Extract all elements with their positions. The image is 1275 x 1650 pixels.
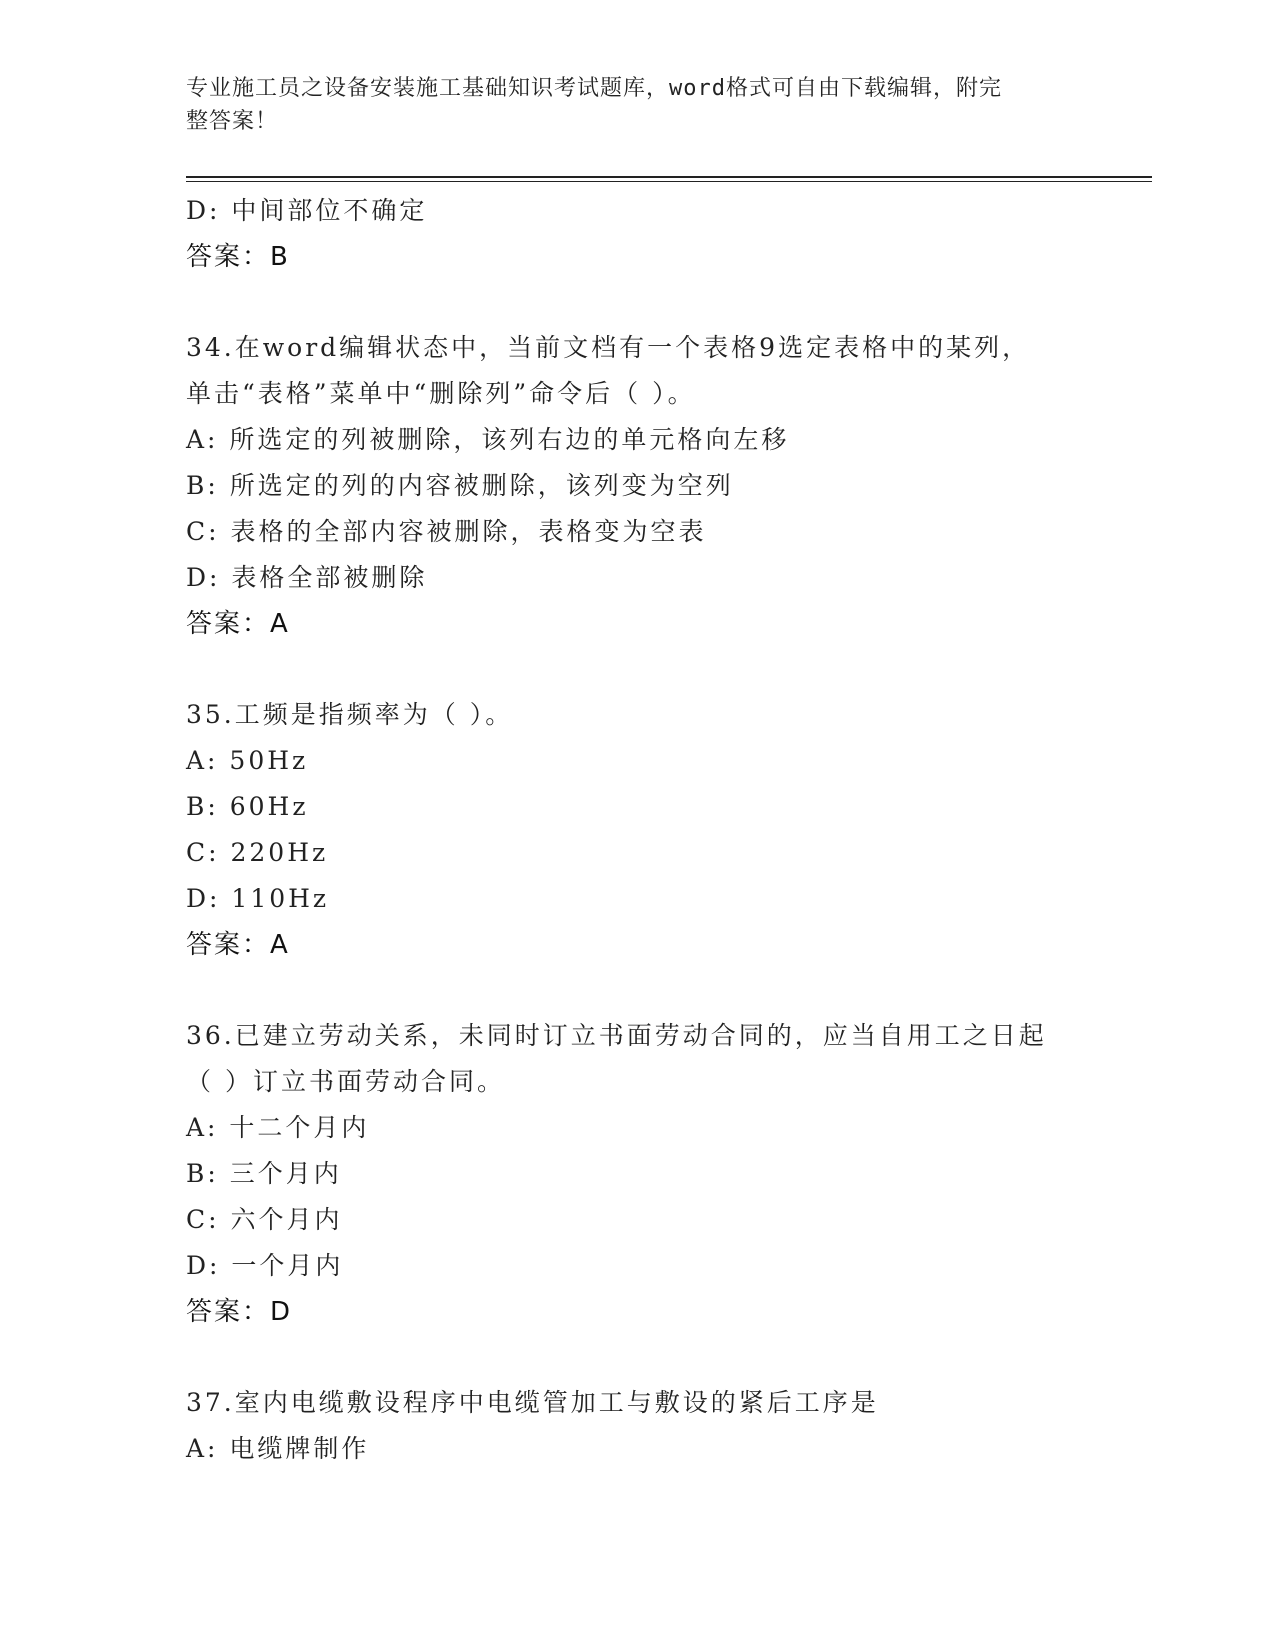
question-36	[186, 1013, 1086, 1335]
header-line-2: 整答案！	[186, 109, 279, 134]
answer-line: 答案：B	[186, 242, 290, 272]
question-stem: 34.在word编辑状态中，当前文档有一个表格9选定表格中的某列，	[186, 333, 1031, 362]
option-c: C: 六个月内	[186, 1205, 343, 1234]
option-c: C: 220Hz	[186, 838, 329, 867]
answer-line: 答案：D	[186, 1297, 293, 1327]
spacer	[186, 280, 1086, 325]
header-divider-thin	[186, 181, 1152, 182]
option-d: D: 一个月内	[186, 1251, 344, 1280]
option-b: B: 三个月内	[186, 1159, 342, 1188]
question-37	[186, 1380, 1086, 1472]
header-line-1: 专业施工员之设备安装施工基础知识考试题库，word格式可自由下载编辑，附完	[186, 76, 1002, 101]
question-stem-cont: （ ）订立书面劳动合同。	[186, 1067, 505, 1096]
option-a: A: 所选定的列被删除，该列右边的单元格向左移	[186, 425, 790, 454]
question-35	[186, 692, 1086, 968]
header-divider-thick	[186, 176, 1152, 178]
option-b: B: 所选定的列的内容被删除，该列变为空列	[186, 471, 734, 500]
question-stem: 35.工频是指频率为（ ）。	[186, 700, 514, 729]
question-33-continued	[186, 188, 1086, 280]
question-34	[186, 325, 1086, 647]
question-stem: 37.室内电缆敷设程序中电缆管加工与敷设的紧后工序是	[186, 1388, 879, 1417]
option-d: D: 中间部位不确定	[186, 196, 428, 225]
option-a: A: 50Hz	[186, 746, 309, 775]
answer-line: 答案：A	[186, 609, 290, 639]
question-list	[186, 188, 1086, 1472]
document-header	[186, 72, 1076, 138]
spacer	[186, 1335, 1086, 1380]
option-b: B: 60Hz	[186, 792, 309, 821]
option-d: D: 表格全部被删除	[186, 563, 428, 592]
option-d: D: 110Hz	[186, 884, 330, 913]
option-a: A: 电缆牌制作	[186, 1434, 370, 1463]
spacer	[186, 968, 1086, 1013]
question-stem-cont: 单击“表格”菜单中“删除列”命令后（ ）。	[186, 379, 696, 408]
option-a: A: 十二个月内	[186, 1113, 370, 1142]
answer-line: 答案：A	[186, 930, 290, 960]
option-c: C: 表格的全部内容被删除，表格变为空表	[186, 517, 707, 546]
spacer	[186, 647, 1086, 692]
question-stem: 36.已建立劳动关系，未同时订立书面劳动合同的，应当自用工之日起	[186, 1021, 1047, 1050]
